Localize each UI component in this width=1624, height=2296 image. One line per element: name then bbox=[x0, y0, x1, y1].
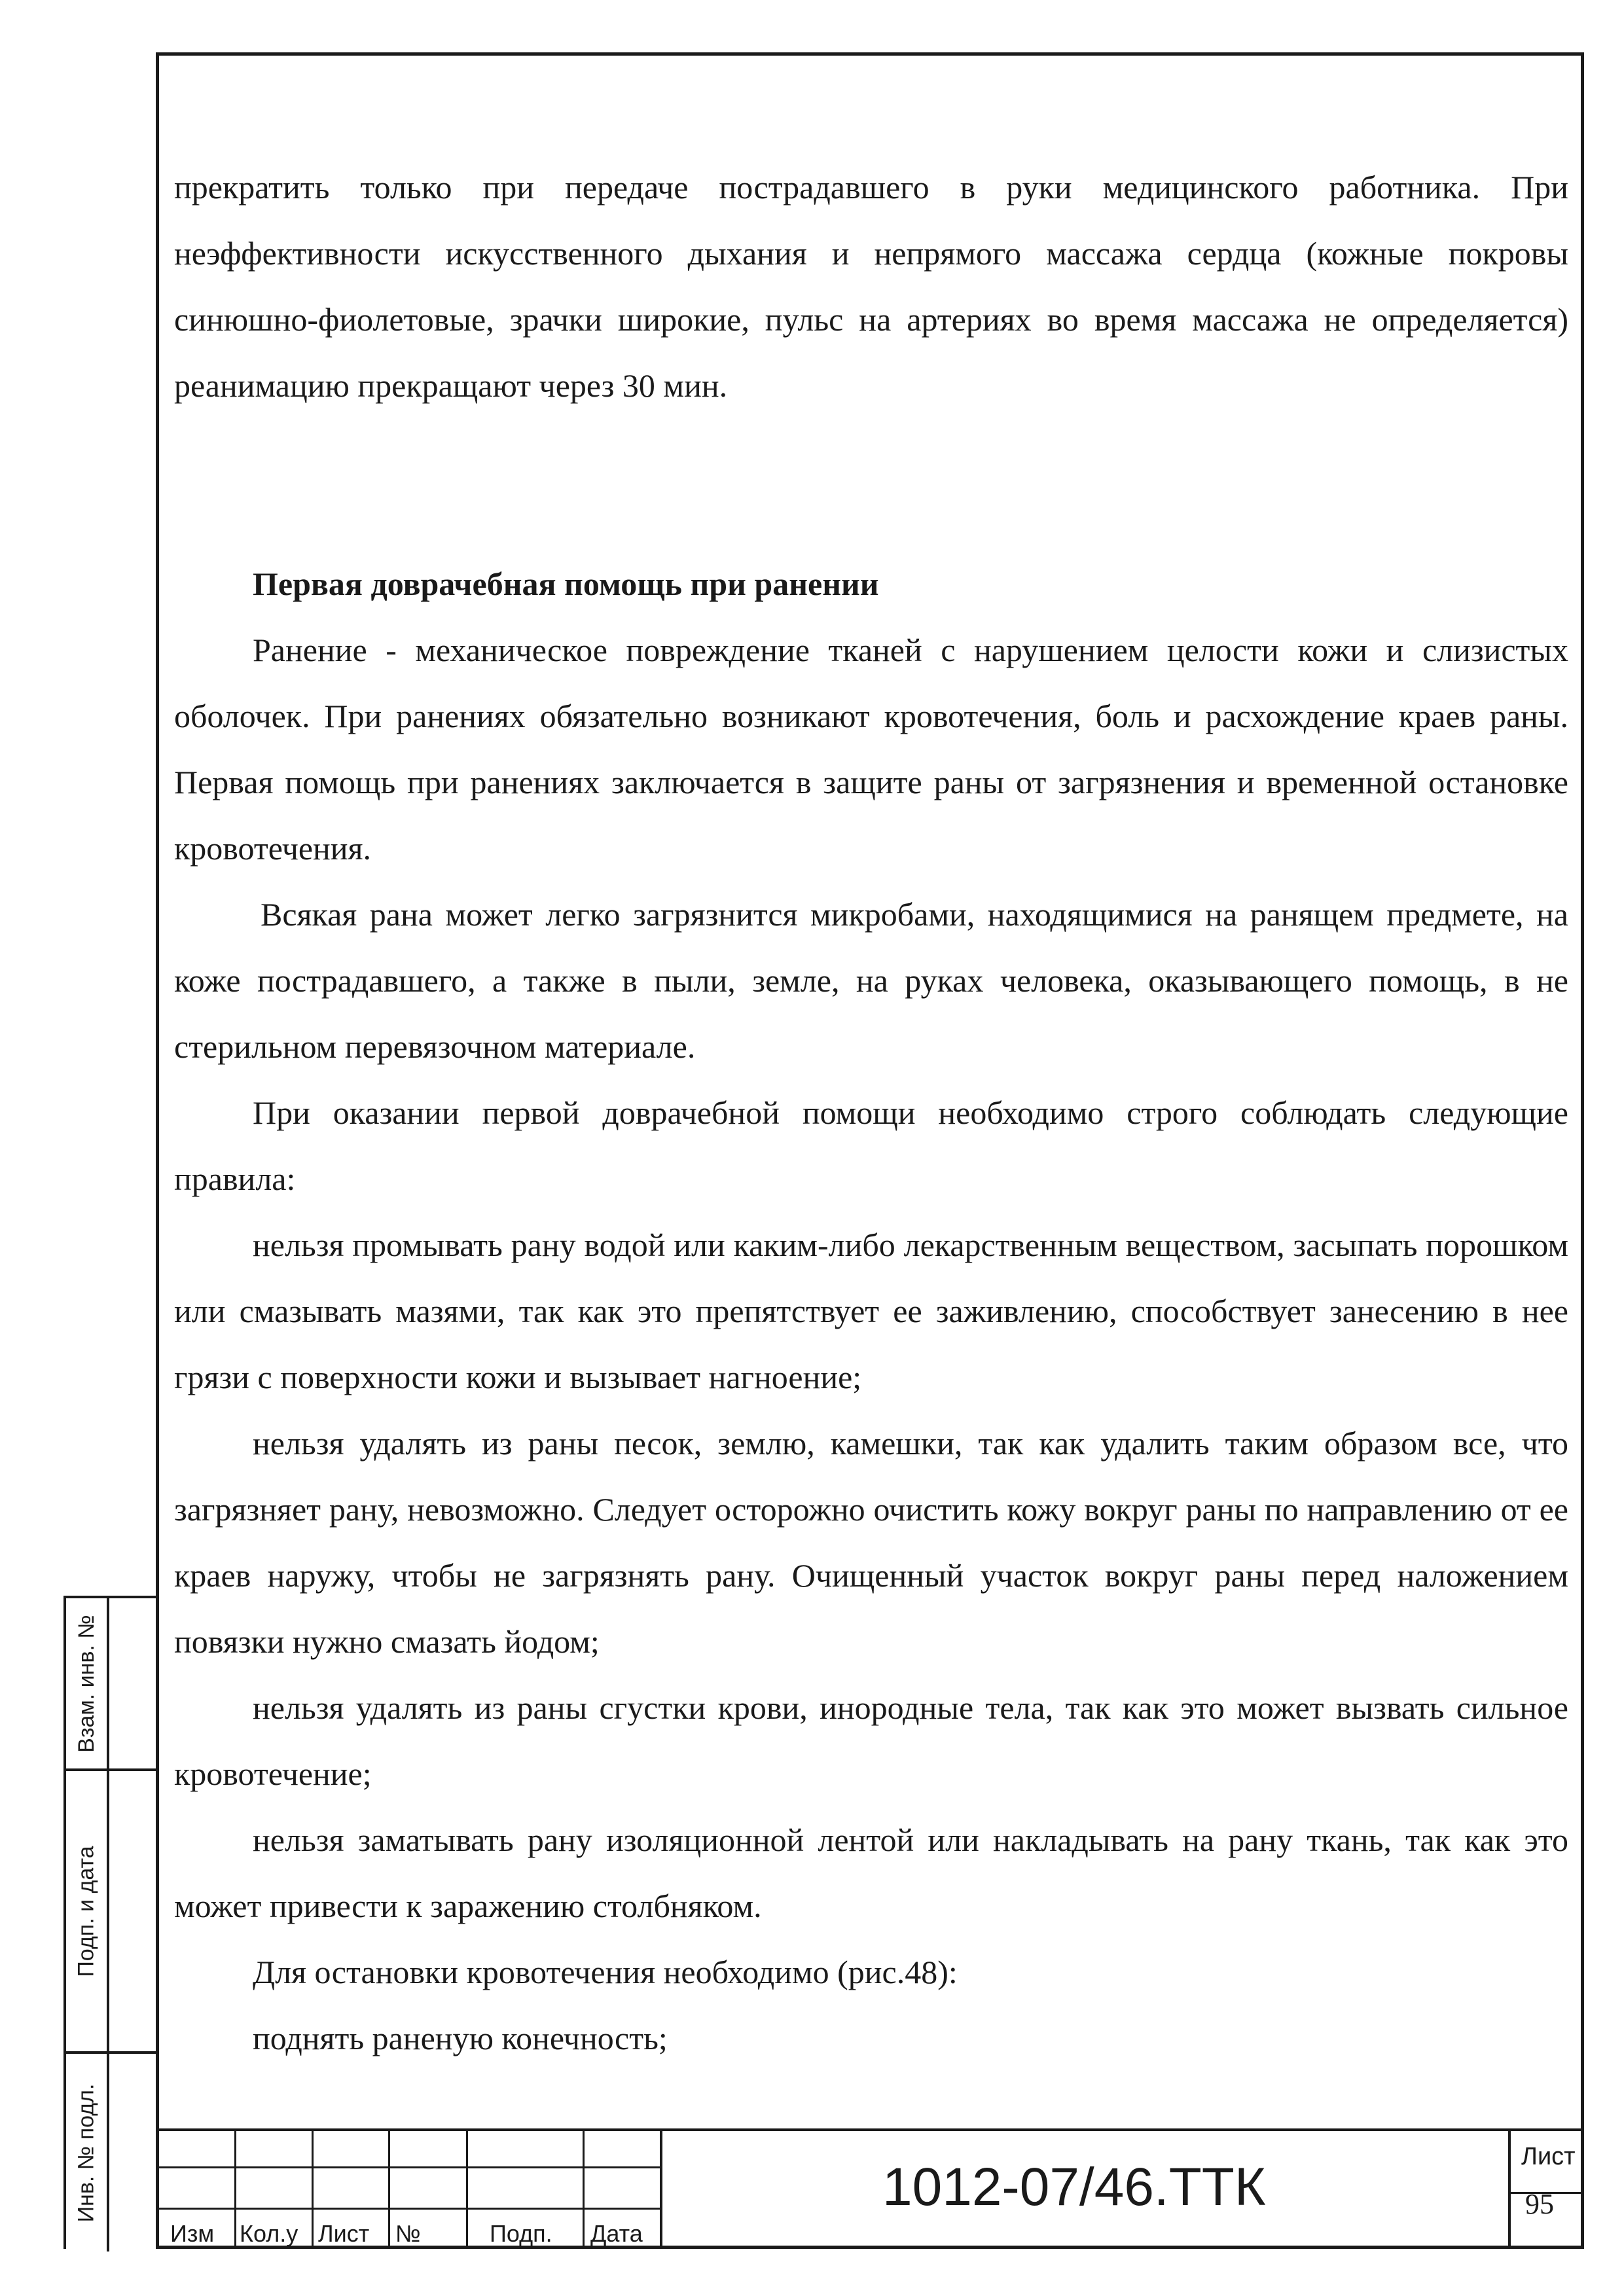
title-block-line bbox=[156, 2128, 1584, 2131]
title-block-line bbox=[312, 2128, 314, 2249]
list-item: нельзя удалять из раны песок, землю, камешки, так как удалить таким образом все, что загрязняет рану, невозможно. Следует осторожно очистить кожу вокруг раны по направлению от ее краев наружу, чтобы не загрязнять рану. Очищенный участок вокруг раны перед наложением повязки нужно смазать йодом; bbox=[174, 1425, 1568, 1660]
column-label-sheet: Лист bbox=[318, 2220, 370, 2247]
title-block-line bbox=[234, 2128, 236, 2249]
document-body bbox=[174, 154, 1568, 2072]
column-label-signature: Подп. bbox=[490, 2220, 552, 2247]
title-block bbox=[156, 2128, 1584, 2249]
section-heading: Первая доврачебная помощь при ранении bbox=[253, 565, 879, 602]
title-block-line bbox=[156, 2166, 661, 2168]
sheet-label: Лист bbox=[1521, 2143, 1576, 2170]
title-block-line bbox=[156, 2208, 661, 2210]
column-label-change: Изм bbox=[170, 2220, 215, 2247]
title-block-line bbox=[583, 2128, 585, 2249]
column-label-number: № bbox=[395, 2220, 421, 2247]
title-block-line bbox=[388, 2128, 390, 2249]
list-item: поднять раненую конечность; bbox=[253, 2020, 668, 2056]
stamp-label-replacement-inv: Взам. инв. № bbox=[73, 1614, 99, 1753]
paragraph: При оказании первой доврачебной помощи необходимо строго соблюдать следующие правила: bbox=[174, 1094, 1568, 1197]
paragraph: Всякая рана может легко загрязнится микробами, находящимися на ранящем предмете, на коже пострадавшего, а также в пыли, земле, на руках человека, оказывающего помощь, в не стерильном перевязочном материале. bbox=[174, 896, 1568, 1065]
document-code: 1012-07/46.ТТК bbox=[882, 2157, 1266, 2217]
stamp-divider bbox=[107, 1598, 109, 2251]
column-label-quantity: Кол.у bbox=[240, 2220, 298, 2247]
column-label-date: Дата bbox=[590, 2220, 643, 2247]
list-item: нельзя промывать рану водой или каким-либо лекарственным веществом, засыпать порошком или смазывать мазями, так как это препятствует ее заживлению, способствует занесению в нее грязи с поверхности кожи и вызывает нагноение; bbox=[174, 1227, 1568, 1395]
side-stamp bbox=[63, 1596, 156, 2249]
sheet-number: 95 bbox=[1525, 2188, 1554, 2220]
paragraph: Ранение - механическое повреждение тканей с нарушением целости кожи и слизистых оболочек. При ранениях обязательно возникают кровотечения, боль и расхождение краев раны. Первая помощь при ранениях заключается в защите раны от загрязнения и временной остановке кровотечения. bbox=[174, 632, 1568, 867]
paragraph-continuation: прекратить только при передаче пострадавшего в руки медицинского работника. При неэффективности искусственного дыхания и непрямого массажа сердца (кожные покровы синюшно-фиолетовые, зрачки широкие, пульс на артериях во время массажа не определяется) реанимацию прекращают через 30 мин. bbox=[174, 169, 1568, 404]
stamp-label-signature-date: Подп. и дата bbox=[73, 1845, 99, 1977]
paragraph: Для остановки кровотечения необходимо (рис.48): bbox=[253, 1954, 958, 1990]
stamp-label-original-inv: Инв. № подл. bbox=[73, 2083, 99, 2222]
title-block-line bbox=[466, 2128, 468, 2249]
list-item: нельзя удалять из раны сгустки крови, инородные тела, так как это может вызвать сильное кровотечение; bbox=[174, 1689, 1568, 1792]
list-item: нельзя заматывать рану изоляционной лентой или накладывать на рану ткань, так как это может привести к заражению столбняком. bbox=[174, 1821, 1568, 1924]
